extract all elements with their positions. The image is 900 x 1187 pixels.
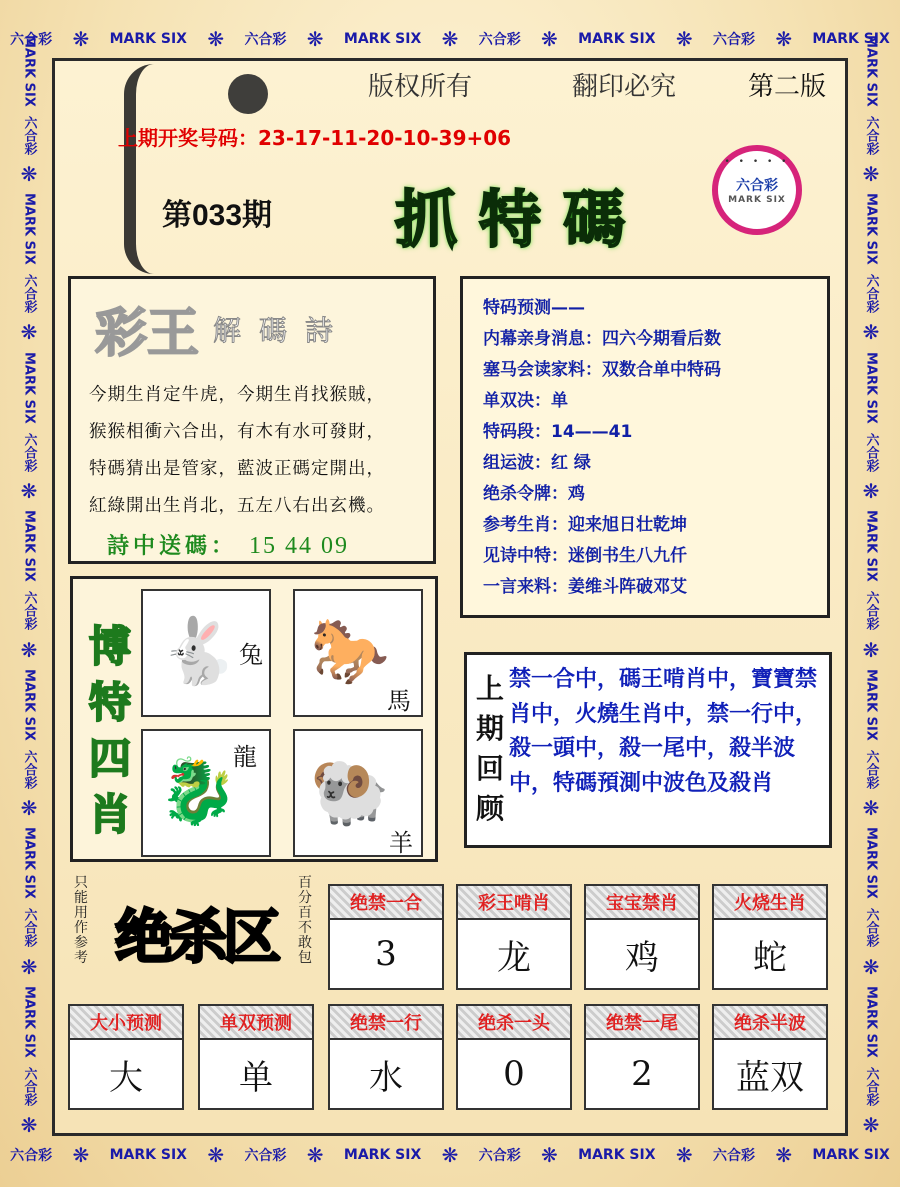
poem-title-char: 詩 — [305, 313, 334, 347]
border-brand-cn: 六合彩 — [712, 32, 755, 48]
border-brand-en: MARK SIX — [863, 510, 879, 583]
border-brand-en: MARK SIX — [863, 985, 879, 1058]
border-brand-en: MARK SIX — [578, 1147, 656, 1163]
border-brand-cn: 六合彩 — [10, 1148, 53, 1164]
border-brand-en: MARK SIX — [21, 351, 37, 424]
border-brand-en: MARK SIX — [863, 827, 879, 900]
poem-line: 特碼猜出是管家，藍波正碼定開出， — [89, 459, 385, 479]
tile-value: 水 — [328, 1040, 444, 1110]
poem-code — [107, 529, 349, 560]
border-brand-en: MARK SIX — [21, 510, 37, 583]
mark-six-logo — [712, 145, 802, 235]
tile-value: 蓝双 — [712, 1040, 828, 1110]
border-top — [0, 24, 900, 54]
rabbit-icon: 🐇 — [158, 614, 238, 689]
flower-icon: ❋ — [541, 27, 558, 51]
border-brand-cn: 六合彩 — [244, 1148, 287, 1164]
flower-icon: ❋ — [20, 954, 38, 979]
border-brand-cn: 六合彩 — [863, 749, 879, 789]
poem-code-numbers: 15 44 09 — [249, 533, 350, 559]
flower-icon: ❋ — [675, 27, 693, 51]
review-side-char: 顾 — [475, 792, 504, 825]
tile-value: 大 — [68, 1040, 184, 1110]
zodiac-side-title — [87, 619, 133, 843]
flower-icon: ❋ — [775, 1143, 793, 1167]
border-brand-en: MARK SIX — [343, 31, 422, 47]
border-left — [14, 30, 44, 1140]
border-brand-cn: 六合彩 — [478, 32, 521, 48]
flower-icon: ❋ — [207, 1143, 225, 1167]
tile-fire-zodiac — [712, 884, 828, 990]
zodiac-cell-rabbit — [141, 589, 271, 717]
prediction-line: 塞马会读家料：双数合单中特码 — [483, 360, 721, 380]
border-brand-en: MARK SIX — [812, 31, 890, 47]
border-brand-cn: 六合彩 — [21, 908, 37, 948]
border-brand-en: MARK SIX — [812, 1147, 890, 1163]
tile-header: 大小预测 — [68, 1004, 184, 1040]
flower-icon: ❋ — [862, 796, 880, 821]
poem-line: 猴猴相衝六合出，有木有水可發財， — [89, 422, 385, 442]
border-brand-cn: 六合彩 — [478, 1148, 521, 1164]
border-brand-cn: 六合彩 — [244, 32, 287, 48]
tile-forbid-one-combo — [328, 884, 444, 990]
flower-icon: ❋ — [441, 27, 459, 51]
tile-kill-half-wave — [712, 1004, 828, 1110]
flower-icon: ❋ — [306, 27, 324, 51]
prediction-line: 参考生肖：迎来旭日壮乾坤 — [483, 515, 687, 535]
zodiac-label: 龍 — [233, 743, 257, 771]
page-title: 抓特碼 — [395, 183, 648, 256]
horse-icon: 🐎 — [310, 614, 390, 689]
tile-value: 龙 — [456, 920, 572, 990]
border-brand-en: MARK SIX — [21, 193, 37, 265]
tile-header: 绝杀半波 — [712, 1004, 828, 1040]
flower-icon: ❋ — [541, 1143, 558, 1167]
border-brand-cn: 六合彩 — [863, 908, 879, 948]
tile-header: 绝杀一头 — [456, 1004, 572, 1040]
border-brand-cn: 六合彩 — [21, 749, 37, 789]
tile-header: 绝禁一合 — [328, 884, 444, 920]
review-side-title — [473, 669, 507, 829]
zodiac-side-char: 肖 — [88, 790, 131, 839]
flower-icon: ❋ — [775, 27, 793, 51]
flower-icon: ❋ — [306, 1143, 324, 1167]
prediction-line: 组运波：红 绿 — [483, 453, 591, 473]
prediction-heading: 特码预测—— — [483, 298, 585, 318]
border-brand-en: MARK SIX — [863, 193, 879, 265]
poem-lines — [89, 377, 429, 525]
flower-icon: ❋ — [20, 161, 38, 186]
last-review-box — [464, 652, 832, 848]
zodiac-side-char: 博 — [88, 622, 131, 671]
poem-title-char: 解 — [213, 313, 242, 347]
tile-odd-even-prediction — [198, 1004, 314, 1110]
border-brand-en: MARK SIX — [21, 985, 37, 1058]
flower-icon: ❋ — [441, 1143, 459, 1167]
border-brand-cn: 六合彩 — [712, 1148, 755, 1164]
border-brand-cn: 六合彩 — [863, 115, 879, 155]
border-brand-en: MARK SIX — [863, 351, 879, 424]
prediction-line: 一言来料：姜维斗阵破邓艾 — [483, 577, 687, 597]
badge-cn-text: 六合彩 — [736, 178, 778, 194]
zodiac-label: 馬 — [387, 687, 411, 715]
tile-value: 2 — [584, 1040, 700, 1110]
review-side-char: 上 — [475, 672, 504, 705]
border-brand-en: MARK SIX — [21, 827, 37, 900]
tile-value: 蛇 — [712, 920, 828, 990]
tile-value: 单 — [198, 1040, 314, 1110]
prediction-line: 见诗中特：迷倒书生八九仟 — [483, 546, 687, 566]
zodiac-cell-dragon — [141, 729, 271, 857]
prediction-box — [460, 276, 830, 618]
border-bottom — [0, 1140, 900, 1170]
border-brand-en: MARK SIX — [21, 668, 37, 741]
tile-header: 宝宝禁肖 — [584, 884, 700, 920]
last-draw-numbers: 上期开奖号码：23-17-11-20-10-39+06 — [118, 126, 512, 150]
tile-kill-head — [456, 1004, 572, 1110]
border-brand-cn: 六合彩 — [21, 432, 37, 472]
tile-value: 0 — [456, 1040, 572, 1110]
zodiac-side-char: 四 — [88, 734, 131, 783]
border-brand-cn: 六合彩 — [863, 1066, 879, 1106]
decorative-logo-shape — [124, 64, 184, 274]
review-side-char: 回 — [475, 752, 504, 785]
flower-icon: ❋ — [20, 796, 38, 821]
tile-size-prediction — [68, 1004, 184, 1110]
dragon-icon: 🐉 — [158, 754, 238, 829]
reference-only-note: 只能用作参考 — [74, 875, 88, 966]
review-text: 禁一合中，碼王啃肖中，寶寶禁肖中，火燒生肖中，禁一行中，殺一頭中，殺一尾中，殺半波中，特碼預測中波色及殺肖 — [509, 667, 818, 796]
edition-label: 第二版 — [748, 72, 827, 102]
zodiac-cell-horse — [293, 589, 423, 717]
review-side-char: 期 — [475, 712, 504, 745]
border-brand-en: MARK SIX — [863, 34, 879, 107]
flower-icon: ❋ — [675, 1143, 693, 1167]
badge-dots-icon: • • • • • — [724, 157, 790, 167]
flower-icon: ❋ — [862, 954, 880, 979]
flower-icon: ❋ — [862, 320, 880, 345]
flower-icon: ❋ — [862, 479, 880, 504]
poem-title — [95, 291, 351, 366]
border-brand-en: MARK SIX — [863, 668, 879, 741]
decorative-dot — [228, 74, 268, 114]
tile-value: 鸡 — [584, 920, 700, 990]
flower-icon: ❋ — [862, 161, 880, 186]
tile-header: 绝禁一尾 — [584, 1004, 700, 1040]
poem-line: 紅綠開出生肖北，五左八右出玄機。 — [89, 496, 385, 516]
tile-baby-forbid — [584, 884, 700, 990]
tile-forbid-element — [328, 1004, 444, 1110]
tile-forbid-tail — [584, 1004, 700, 1110]
tile-king-zodiac — [456, 884, 572, 990]
tile-header: 火烧生肖 — [712, 884, 828, 920]
border-brand-cn: 六合彩 — [21, 1066, 37, 1106]
border-brand-cn: 六合彩 — [863, 432, 879, 472]
flower-icon: ❋ — [20, 1113, 38, 1138]
zodiac-side-char: 特 — [88, 678, 131, 727]
tile-header: 单双预测 — [198, 1004, 314, 1040]
flower-icon: ❋ — [20, 479, 38, 504]
border-brand-cn: 六合彩 — [863, 274, 879, 314]
border-brand-cn: 六合彩 — [863, 591, 879, 631]
badge-en-text: MARK SIX — [728, 195, 786, 205]
flower-icon: ❋ — [20, 320, 38, 345]
no-reprint-label: 翻印必究 — [572, 72, 677, 102]
issue-number: 第033期 — [162, 199, 273, 232]
prediction-line: 内幕亲身消息：四六今期看后数 — [483, 329, 721, 349]
border-brand-cn: 六合彩 — [21, 591, 37, 631]
poem-title-main: 彩王 — [95, 303, 200, 364]
tile-header: 绝禁一行 — [328, 1004, 444, 1040]
copyright-label: 版权所有 — [368, 72, 473, 102]
prediction-line: 单双决：单 — [483, 391, 568, 411]
prediction-line: 绝杀令牌：鸡 — [483, 484, 585, 504]
flower-icon: ❋ — [72, 1143, 90, 1167]
border-brand-en: MARK SIX — [343, 1147, 422, 1163]
prediction-line: 特码段：14——41 — [483, 422, 633, 442]
border-brand-cn: 六合彩 — [10, 32, 53, 48]
border-brand-en: MARK SIX — [578, 31, 656, 47]
goat-icon: 🐏 — [310, 754, 390, 829]
tile-header: 彩王啃肖 — [456, 884, 572, 920]
flower-icon: ❋ — [72, 27, 90, 51]
border-right — [856, 30, 886, 1140]
poem-box — [68, 276, 436, 564]
border-brand-cn: 六合彩 — [21, 274, 37, 314]
border-brand-en: MARK SIX — [109, 1147, 187, 1163]
zodiac-label: 羊 — [389, 829, 413, 857]
border-brand-en: MARK SIX — [109, 31, 187, 47]
poem-title-char: 碼 — [259, 313, 288, 347]
border-brand-en: MARK SIX — [21, 34, 37, 107]
border-brand-cn: 六合彩 — [21, 115, 37, 155]
tile-value: 3 — [328, 920, 444, 990]
poem-line: 今期生肖定牛虎，今期生肖找猴賊， — [89, 385, 385, 405]
flower-icon: ❋ — [207, 27, 225, 51]
flower-icon: ❋ — [862, 637, 880, 662]
flower-icon: ❋ — [862, 1113, 880, 1138]
flower-icon: ❋ — [20, 637, 38, 662]
zodiac-box — [70, 576, 438, 862]
zodiac-cell-goat — [293, 729, 423, 857]
poem-code-label: 詩中送碼： — [107, 533, 238, 559]
zodiac-label: 兔 — [239, 641, 263, 669]
kill-zone-title: 绝杀区 — [114, 903, 277, 971]
no-guarantee-note: 百分百不敢包 — [298, 875, 312, 966]
